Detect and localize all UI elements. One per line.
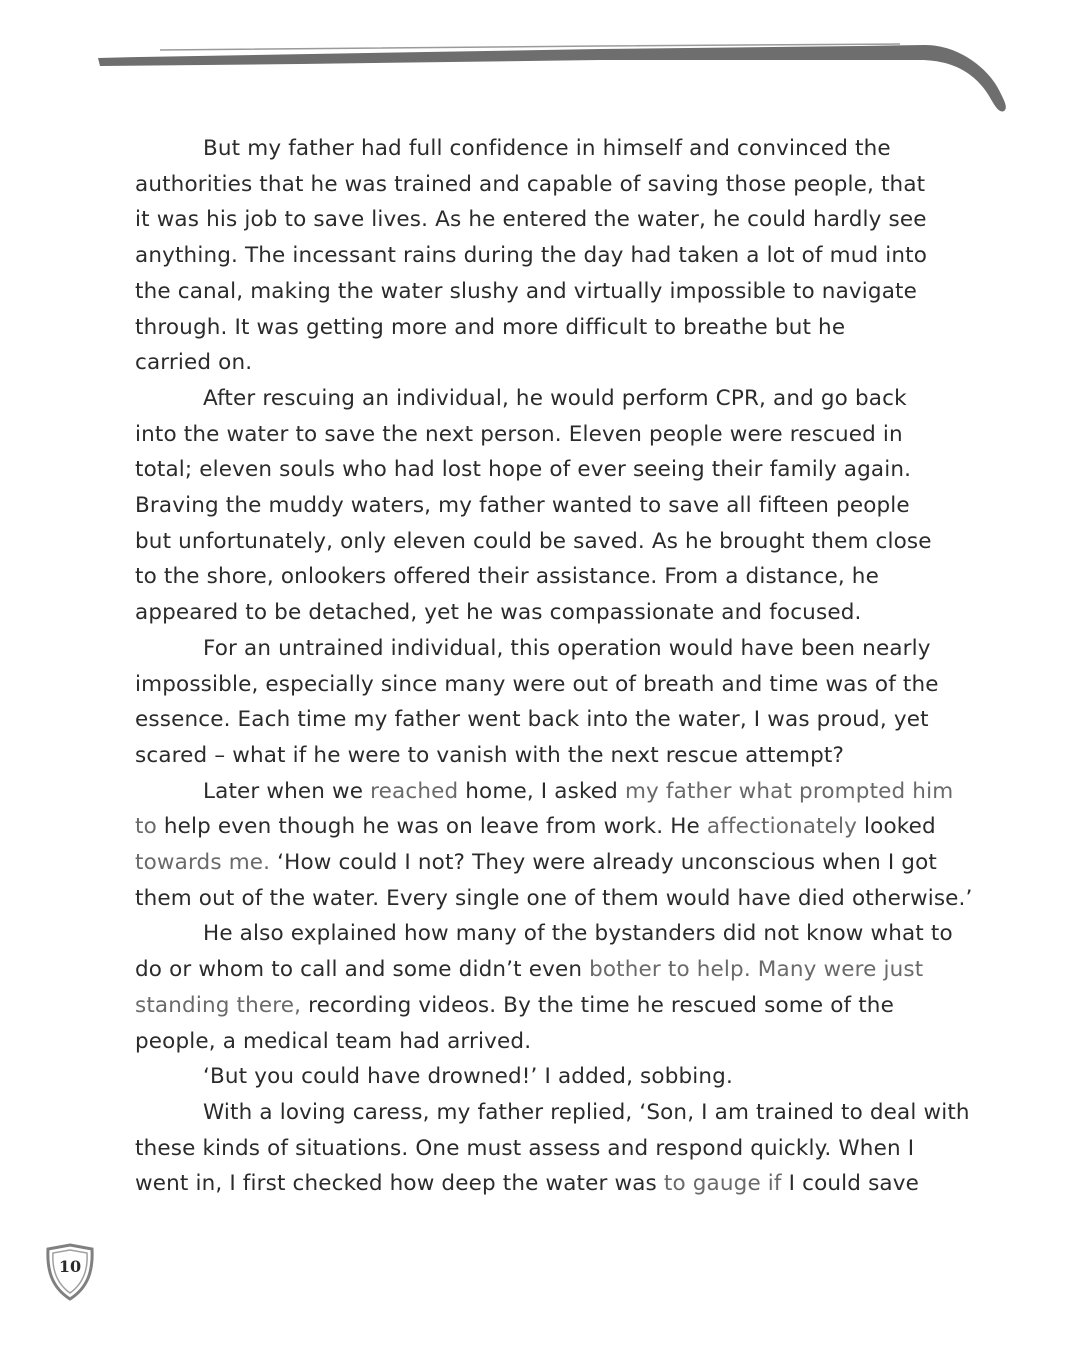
text-line: them out of the water. Every single one of them would have died otherwise.’ [135, 885, 973, 911]
text-span: Later when we [203, 778, 371, 804]
text-span: recording videos. By the time he rescued some of the [301, 992, 894, 1018]
paragraph [135, 774, 973, 917]
text-span-faded: affectionately [706, 814, 858, 840]
text-line: carried on. [135, 350, 253, 376]
text-line: essence. Each time my father went back into the water, I was proud, yet [135, 707, 929, 733]
text-span: went in, I first checked how deep the water was [135, 1171, 664, 1197]
text-span: help even though he was on leave from work. He [156, 814, 707, 840]
text-line: into the water to save the next person. Eleven people were rescued in [135, 421, 903, 447]
paragraph [135, 381, 945, 631]
text-line: through. It was getting more and more difficult to breathe but he [135, 314, 846, 340]
text-span-faded: my father what prompted him [624, 778, 954, 804]
text-line: scared – what if he were to vanish with the next rescue attempt? [135, 742, 845, 768]
text-line: With a loving caress, my father replied, ‘Son, I am trained to deal with [203, 1099, 970, 1125]
text-line: He also explained how many of the bystanders did not know what to [203, 921, 953, 947]
text-span-faded: bother to help. Many were just [589, 957, 924, 983]
text-span: looked [857, 814, 936, 840]
paragraph [135, 131, 945, 381]
paragraph [135, 631, 945, 774]
page-number-badge [44, 1243, 96, 1301]
header-swoosh-decoration [0, 0, 1080, 130]
text-span-faded: to [135, 814, 157, 840]
text-line: these kinds of situations. One must assess and respond quickly. When I [135, 1135, 915, 1161]
text-span: do or whom to call and some didn’t even [135, 957, 590, 983]
text-span: home, I asked [458, 778, 625, 804]
text-line [135, 952, 945, 988]
text-line [135, 774, 954, 810]
text-span: I could save [781, 1171, 919, 1197]
text-span-faded: towards me. [135, 850, 271, 876]
text-line: For an untrained individual, this operation would have been nearly [203, 635, 931, 661]
text-span-faded: standing there, [135, 992, 302, 1018]
text-line: anything. The incessant rains during the day had taken a lot of mud into [135, 243, 928, 269]
text-span: ‘How could I not? They were already unconscious when I got [270, 850, 937, 876]
text-line [135, 1166, 945, 1202]
text-line: impossible, especially since many were out of breath and time was of the [135, 671, 939, 697]
page-number: 10 [58, 1257, 82, 1276]
text-line: but unfortunately, only eleven could be saved. As he brought them close [135, 528, 932, 554]
text-line [135, 988, 945, 1024]
text-line [135, 809, 945, 845]
text-line: to the shore, onlookers offered their assistance. From a distance, he [135, 564, 879, 590]
text-line: Braving the muddy waters, my father wanted to save all fifteen people [135, 493, 910, 519]
text-span-faded: to gauge if [663, 1171, 782, 1197]
text-line [135, 845, 945, 881]
text-line: After rescuing an individual, he would perform CPR, and go back [203, 385, 907, 411]
text-line: appeared to be detached, yet he was compassionate and focused. [135, 600, 862, 626]
text-line: people, a medical team had arrived. [135, 1028, 532, 1054]
text-line: But my father had full confidence in himself and convinced the [203, 136, 891, 161]
text-line: authorities that he was trained and capable of saving those people, that [135, 171, 926, 197]
text-line: total; eleven souls who had lost hope of ever seeing their family again. [135, 457, 912, 483]
text-span-faded: reached [370, 778, 459, 804]
paragraph [135, 1059, 945, 1095]
text-line: ‘But you could have drowned!’ I added, sobbing. [203, 1064, 733, 1090]
paragraph [135, 1095, 970, 1202]
text-line: the canal, making the water slushy and virtually impossible to navigate [135, 278, 917, 304]
paragraph [135, 916, 953, 1059]
body-text [135, 131, 973, 1202]
text-line: it was his job to save lives. As he entered the water, he could hardly see [135, 207, 927, 233]
